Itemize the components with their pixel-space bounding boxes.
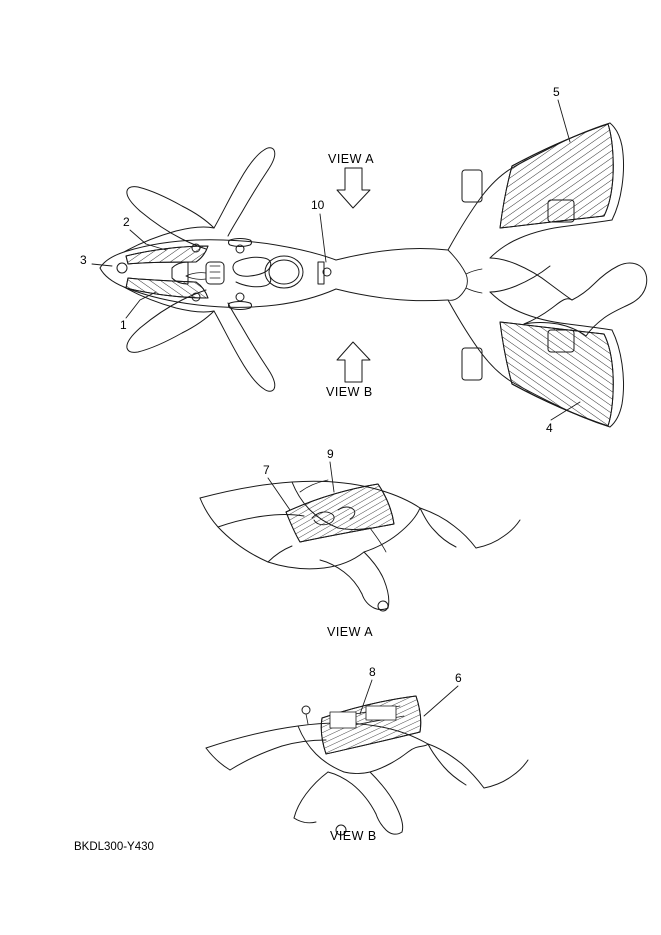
view-label-a-top: VIEW A bbox=[328, 152, 375, 166]
callout-9: 9 bbox=[327, 447, 334, 461]
view-label-b-detail: VIEW B bbox=[330, 829, 377, 843]
callout-4: 4 bbox=[546, 421, 553, 435]
view-label-b-top: VIEW B bbox=[326, 385, 373, 399]
callout-6: 6 bbox=[455, 671, 462, 685]
callout-5: 5 bbox=[553, 85, 560, 99]
callout-3: 3 bbox=[80, 253, 87, 267]
callout-7: 7 bbox=[263, 463, 270, 477]
part-code: BKDL300-Y430 bbox=[74, 841, 154, 853]
callout-8: 8 bbox=[369, 665, 376, 679]
view-label-a-detail: VIEW A bbox=[327, 625, 374, 639]
callout-10: 10 bbox=[311, 198, 325, 212]
callout-2: 2 bbox=[123, 215, 130, 229]
callout-1: 1 bbox=[120, 318, 127, 332]
